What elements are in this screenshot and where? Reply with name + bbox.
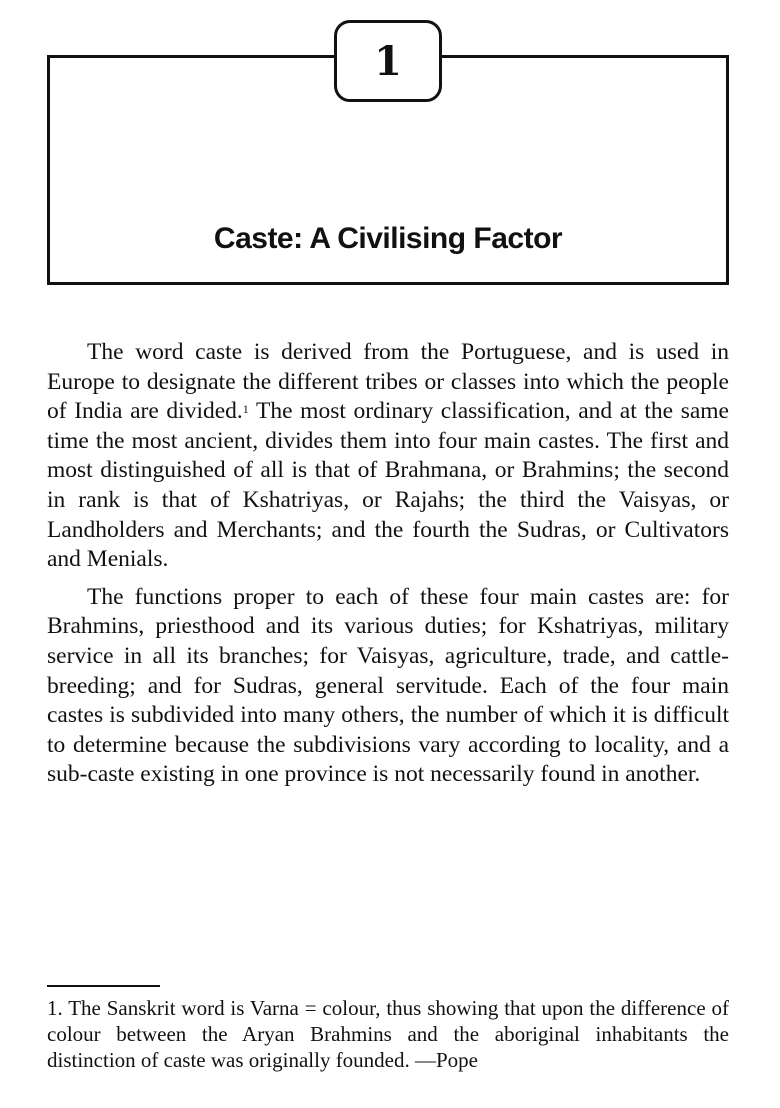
paragraph (47, 583, 729, 790)
chapter-number-badge (334, 20, 442, 102)
paragraph-text-continued: The most ordinary classification, and at the same time the most ancient, divides them into four main castes. The first and most distinguished of all is that of Brahmana, or Brahmins; the second in rank is that of Kshatriyas, or Rajahs; the third the Vaisyas, or Landholders and Merchants; and the fourth the Sudras, or Cultivators and Menials. (47, 398, 729, 573)
paragraph-text: The functions proper to each of these four main castes are: for Brahmins, priesthood and its various duties; for Kshatriyas, military service in all its branches; for Vaisyas, agriculture, trade, and cattle-breeding; and for Sudras, general servitude. Each of the four main castes is subdivided into many others, the number of which it is difficult to determine because the subdivisions vary according to locality, and a sub-caste existing in one province is not necessarily found in another. (47, 583, 729, 788)
body-text (47, 338, 729, 798)
footnote-divider (47, 985, 160, 987)
chapter-number: 1 (374, 37, 402, 85)
footnote-reference[interactable]: 1 (242, 402, 249, 417)
paragraph (47, 338, 729, 575)
chapter-title: Caste: A Civilising Factor (213, 222, 563, 255)
footnote: 1. The Sanskrit word is Varna = colour, thus showing that upon the difference of colour between the Aryan Brahmins and the aboriginal inhabitants the distinction of caste was originally founded. —Pope (47, 996, 729, 1072)
paragraph-text: The word caste is derived from the Portuguese, and is used in Europe to designate the different tribes or classes into which the people of India are divided. (47, 339, 729, 425)
